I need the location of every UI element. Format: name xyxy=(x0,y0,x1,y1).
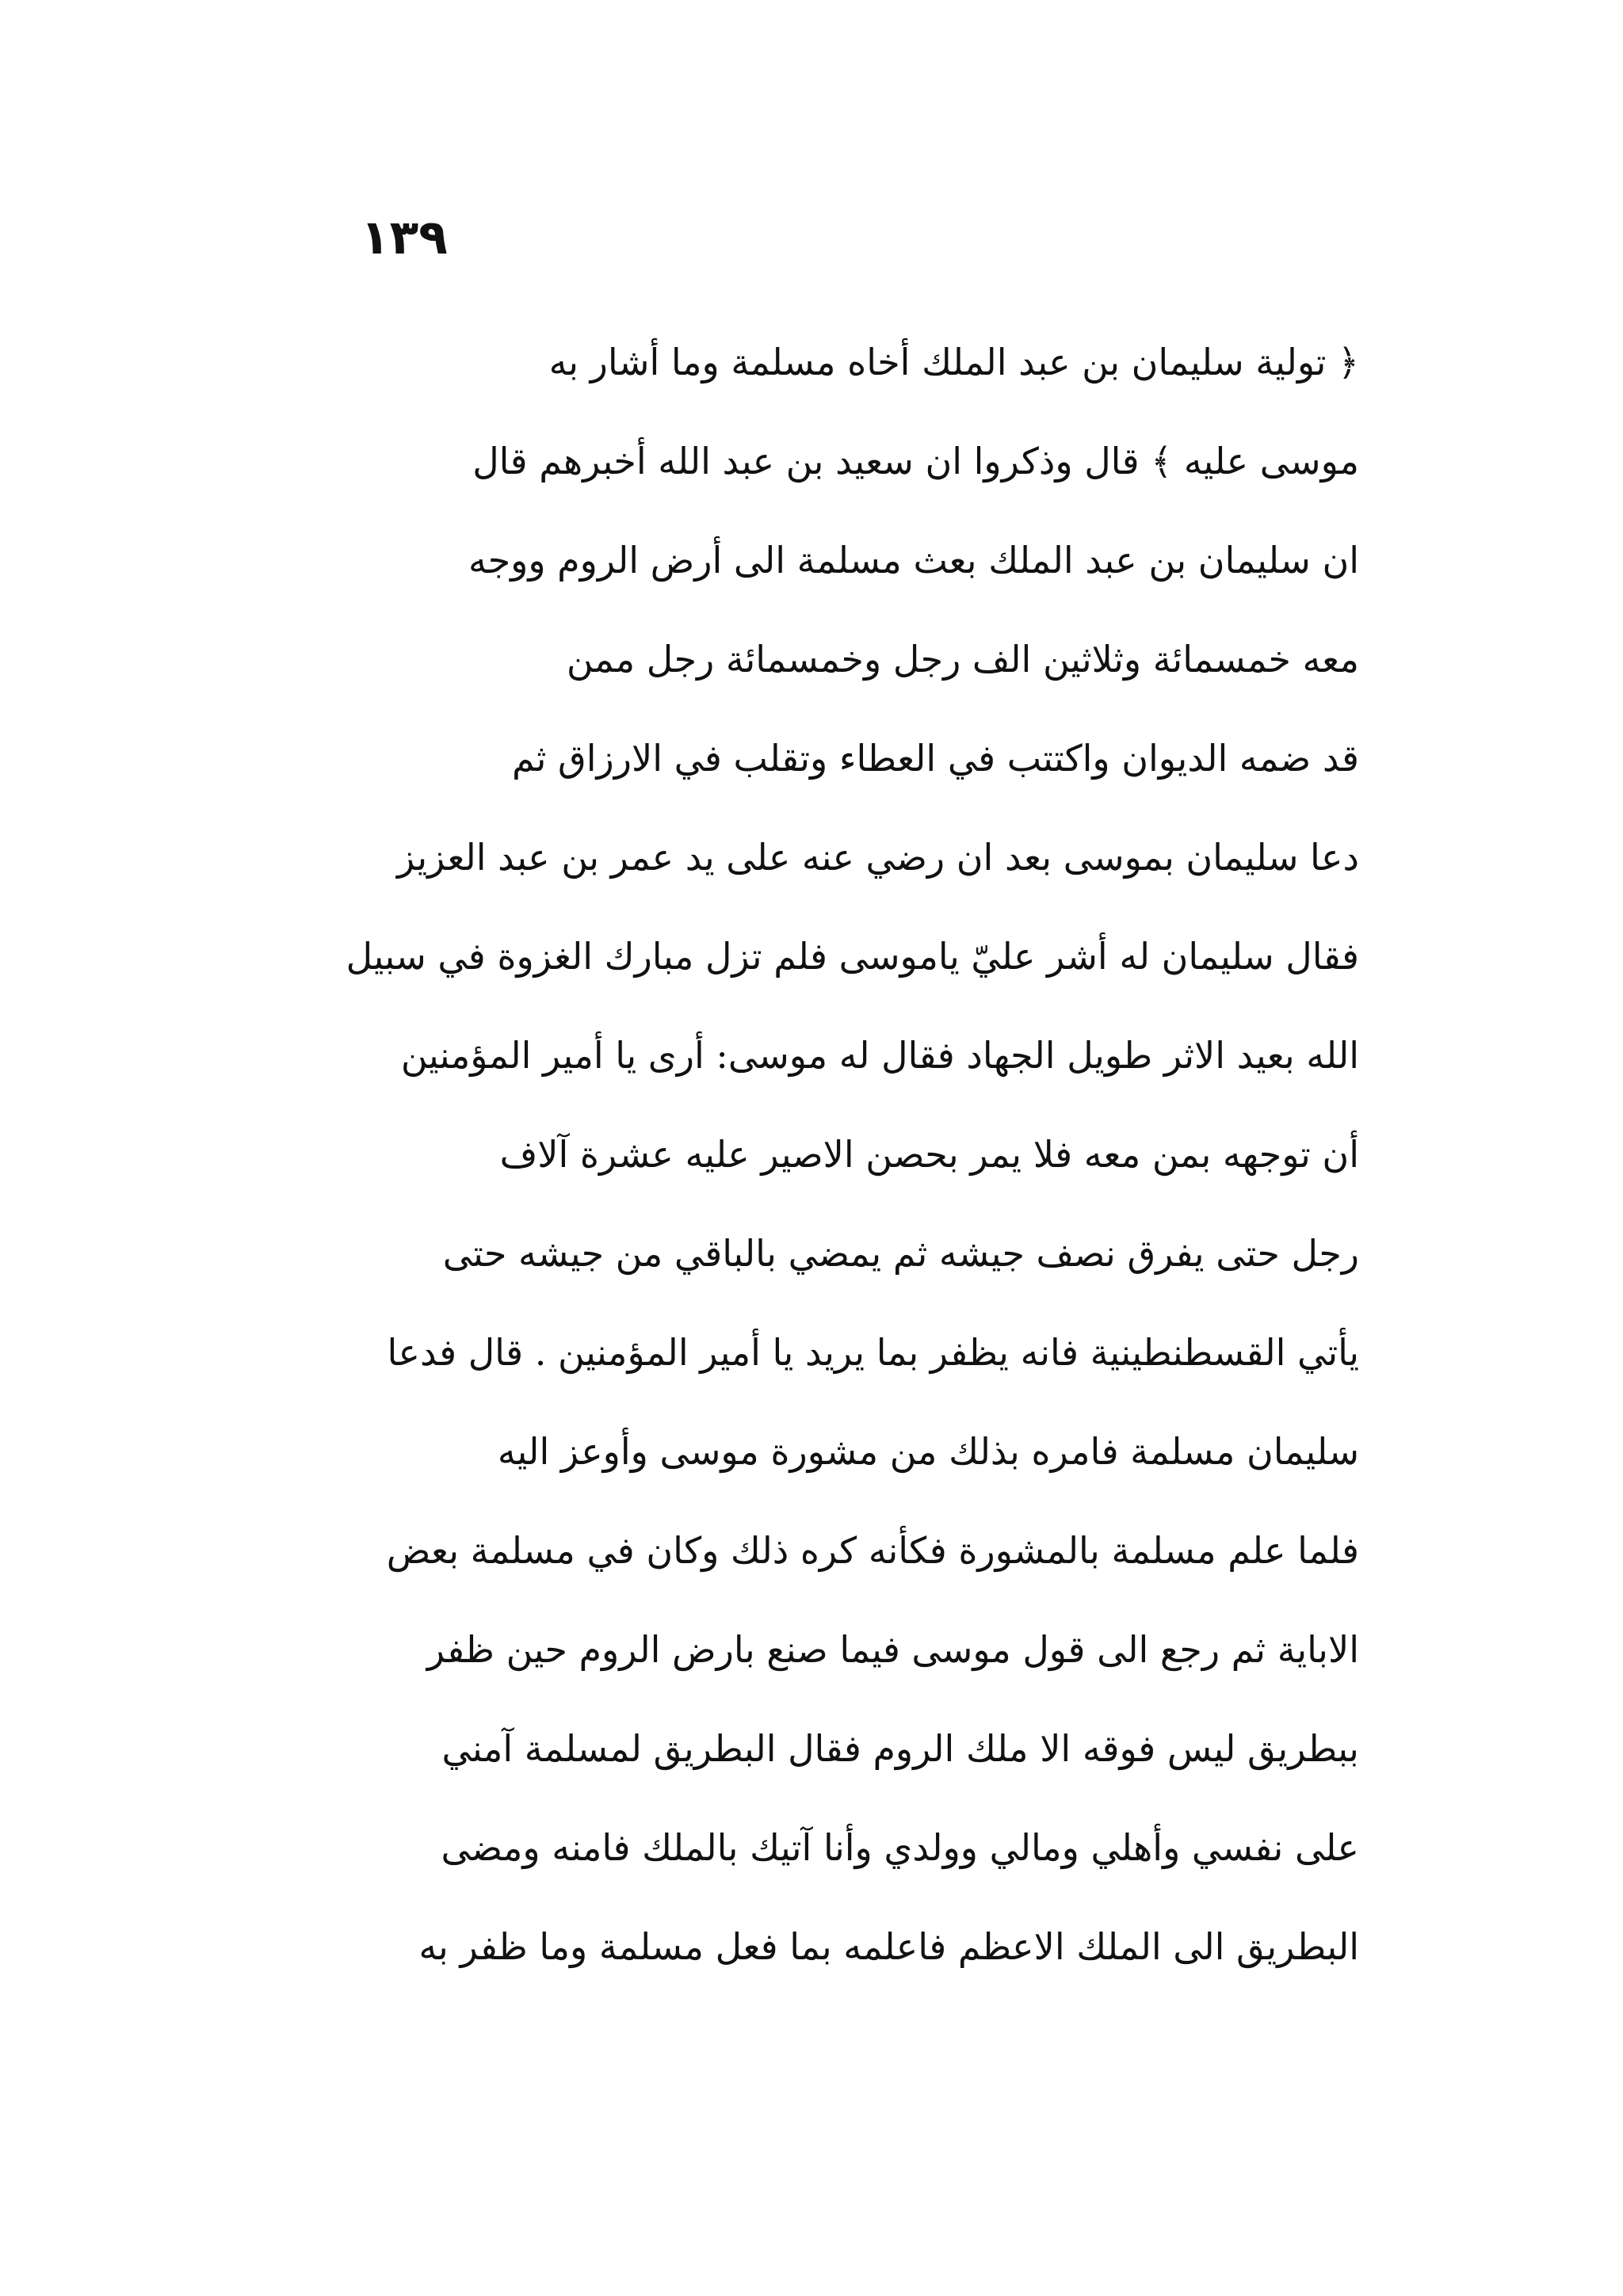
text-line: رجل حتى يفرق نصف جيشه ثم يمضي بالباقي من جيشه حتى xyxy=(442,1232,1359,1275)
text-line: قد ضمه الديوان واكتتب في العطاء وتقلب في الارزاق ثم xyxy=(512,737,1359,780)
text-line: معه خمسمائة وثلاثين الف رجل وخمسمائة رجل ممن xyxy=(566,638,1359,681)
text-line: الاباية ثم رجع الى قول موسى فيما صنع بارض الروم حين ظفر xyxy=(426,1628,1359,1671)
text-line: يأتي القسطنطينية فانه يظفر بما يريد يا أمير المؤمنين . قال فدعا xyxy=(387,1331,1359,1374)
text-line: ان سليمان بن عبد الملك بعث مسلمة الى أرض الروم ووجه xyxy=(468,539,1359,582)
text-line: البطريق الى الملك الاعظم فاعلمه بما فعل مسلمة وما ظفر به xyxy=(418,1925,1359,1968)
text-line: ﴿ تولية سليمان بن عبد الملك أخاه مسلمة وما أشار به xyxy=(548,341,1359,383)
body-text xyxy=(269,313,1359,1997)
text-line: موسى عليه ﴾ قال وذكروا ان سعيد بن عبد الله أخبرهم قال xyxy=(472,440,1359,482)
text-line: فقال سليمان له أشر عليّ ياموسى فلم تزل مبارك الغزوة في سبيل xyxy=(346,935,1359,978)
text-line: دعا سليمان بموسى بعد ان رضي عنه على يد عمر بن عبد العزيز xyxy=(396,836,1359,879)
text-line: سليمان مسلمة فامره بذلك من مشورة موسى وأوعز اليه xyxy=(497,1430,1359,1473)
page-number: ١٣٩ xyxy=(361,210,448,265)
text-line: على نفسي وأهلي ومالي وولدي وأنا آتيك بالملك فامنه ومضى xyxy=(441,1826,1359,1869)
text-line: فلما علم مسلمة بالمشورة فكأنه كره ذلك وكان في مسلمة بعض xyxy=(386,1529,1359,1572)
text-line: الله بعيد الاثر طويل الجهاد فقال له موسى: أرى يا أمير المؤمنين xyxy=(400,1034,1359,1077)
text-line: أن توجهه بمن معه فلا يمر بحصن الاصير عليه عشرة آلاف xyxy=(499,1133,1359,1176)
text-line: ببطريق ليس فوقه الا ملك الروم فقال البطريق لمسلمة آمني xyxy=(441,1727,1359,1770)
